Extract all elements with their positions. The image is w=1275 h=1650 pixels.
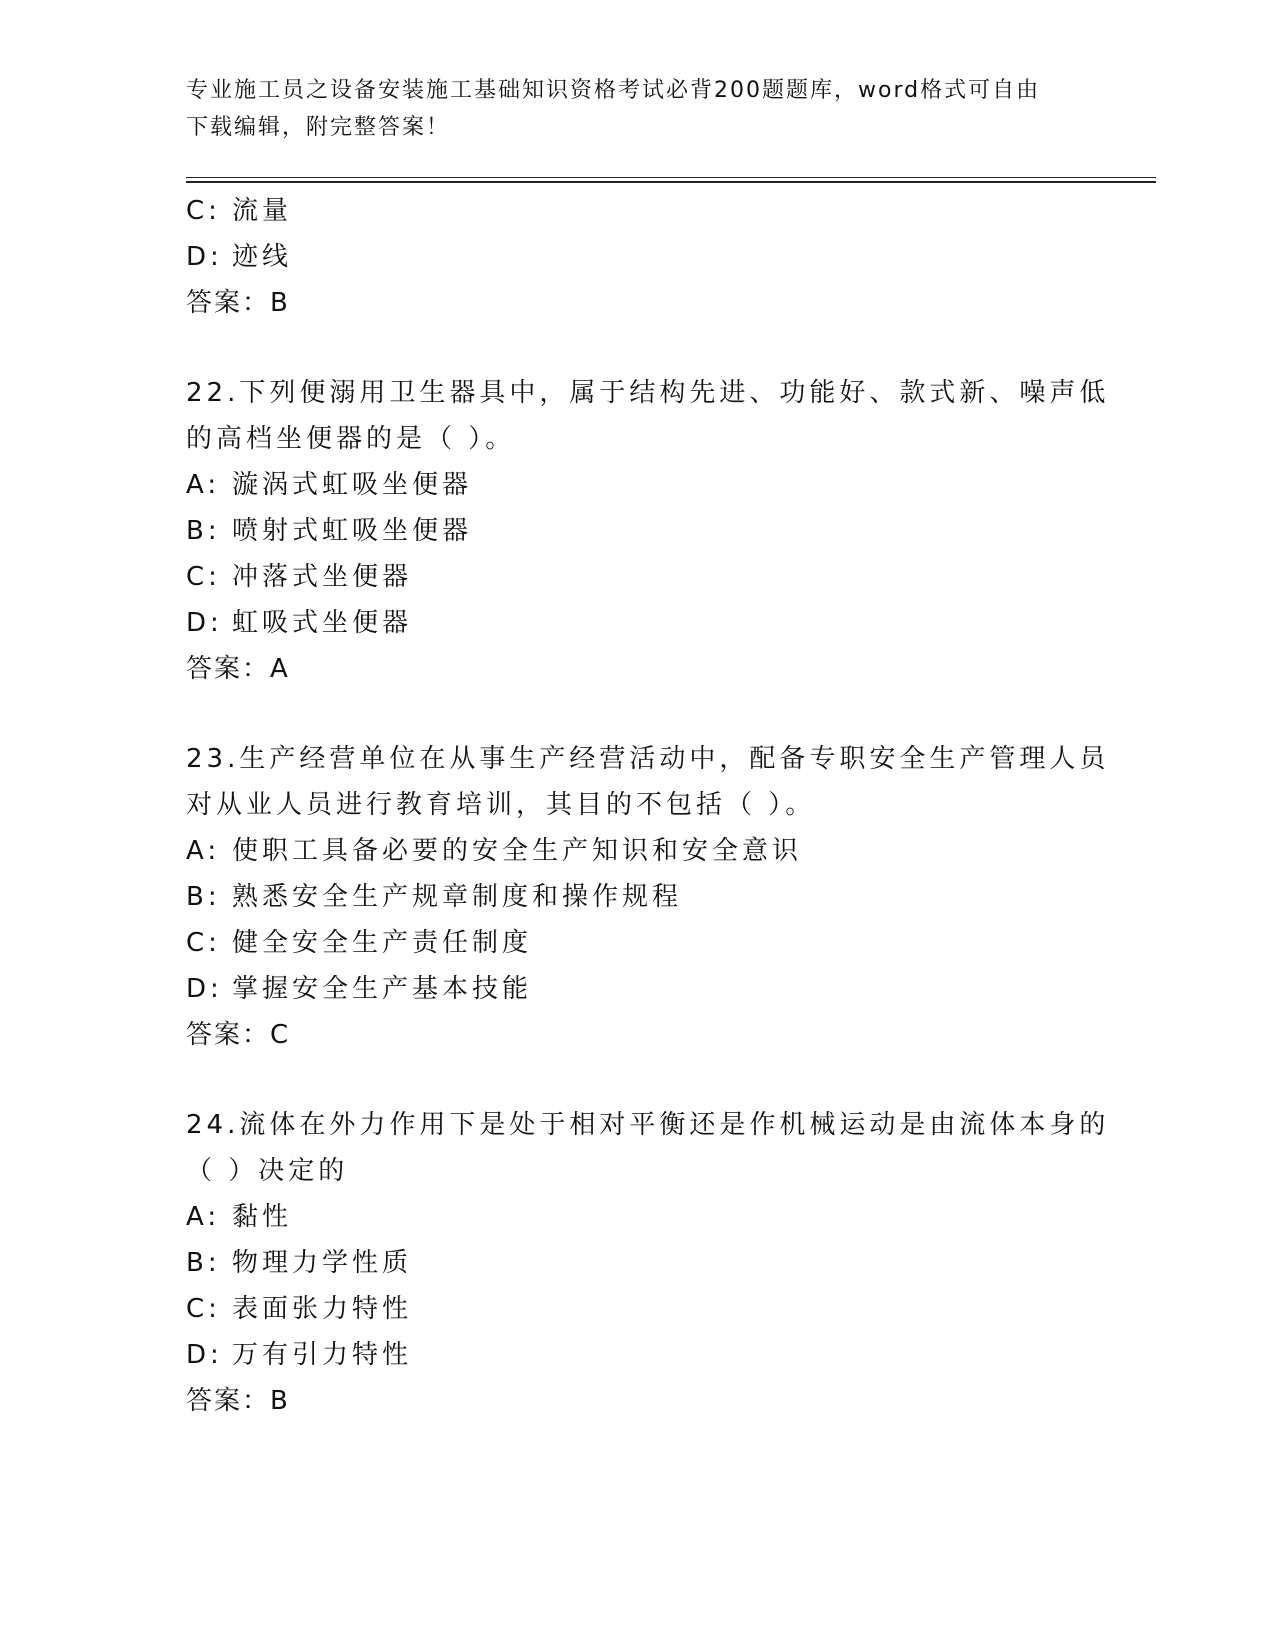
option-b (186, 1240, 1126, 1286)
option-text: 迹线 (232, 242, 293, 272)
option-a (186, 1194, 1126, 1240)
option-c (186, 554, 1126, 600)
header-title-line-1: 专业施工员之设备安装施工基础知识资格考试必背200题题库，word格式可自由 (186, 78, 1041, 103)
option-text: 漩涡式虹吸坐便器 (232, 470, 473, 500)
option-text: 黏性 (232, 1202, 293, 1232)
option-label: C: (186, 1294, 221, 1324)
header-divider (186, 177, 1156, 183)
question-23 (186, 736, 1126, 1058)
option-text: 使职工具备必要的安全生产知识和安全意识 (232, 836, 803, 866)
option-c (186, 1286, 1126, 1332)
question-stem-line-2: 的高档坐便器的是（ ）。 (186, 424, 516, 454)
option-d (186, 966, 1126, 1012)
option-label: B: (186, 516, 221, 546)
option-label: C: (186, 928, 221, 958)
option-label: D: (186, 242, 223, 272)
option-text: 冲落式坐便器 (232, 562, 413, 592)
option-b (186, 508, 1126, 554)
question-stem (186, 1102, 1126, 1194)
question-stem-line-2: 对从业人员进行教育培训，其目的不包括（ ）。 (186, 790, 816, 820)
option-label: A: (186, 836, 221, 866)
option-label: A: (186, 470, 221, 500)
option-text: 健全安全生产责任制度 (232, 928, 533, 958)
question-content (186, 188, 1126, 1424)
option-text: 熟悉安全生产规章制度和操作规程 (232, 882, 683, 912)
option-label: C: (186, 196, 221, 226)
option-label: B: (186, 1248, 221, 1278)
option-text: 掌握安全生产基本技能 (232, 974, 533, 1004)
option-label: D: (186, 974, 223, 1004)
option-c (186, 920, 1126, 966)
option-label: B: (186, 882, 221, 912)
answer-line: 答案：C (186, 1020, 291, 1050)
option-text: 表面张力特性 (232, 1294, 413, 1324)
question-stem-line-1: 24.流体在外力作用下是处于相对平衡还是作机械运动是由流体本身的 (186, 1110, 1110, 1140)
option-b (186, 874, 1126, 920)
answer-line: 答案：B (186, 288, 290, 318)
option-text: 流量 (232, 196, 293, 226)
option-text: 物理力学性质 (232, 1248, 413, 1278)
option-a (186, 462, 1126, 508)
page-header (186, 72, 1086, 146)
option-a (186, 828, 1126, 874)
option-label: C: (186, 562, 221, 592)
continued-question (186, 188, 1126, 326)
answer-line: 答案：A (186, 654, 290, 684)
question-stem-line-1: 22.下列便溺用卫生器具中，属于结构先进、功能好、款式新、噪声低 (186, 378, 1110, 408)
option-label: D: (186, 1340, 223, 1370)
option-d (186, 234, 1126, 280)
option-d (186, 600, 1126, 646)
option-c (186, 188, 1126, 234)
question-stem (186, 736, 1126, 828)
answer-line: 答案：B (186, 1386, 290, 1416)
question-stem-line-2: （ ）决定的 (186, 1156, 349, 1186)
option-text: 虹吸式坐便器 (232, 608, 413, 638)
question-stem (186, 370, 1126, 462)
question-24 (186, 1102, 1126, 1424)
header-title-line-2: 下载编辑，附完整答案！ (186, 115, 451, 140)
question-stem-line-1: 23.生产经营单位在从事生产经营活动中，配备专职安全生产管理人员 (186, 744, 1110, 774)
option-text: 喷射式虹吸坐便器 (232, 516, 473, 546)
option-text: 万有引力特性 (232, 1340, 413, 1370)
option-label: D: (186, 608, 223, 638)
option-d (186, 1332, 1126, 1378)
question-22 (186, 370, 1126, 692)
option-label: A: (186, 1202, 221, 1232)
